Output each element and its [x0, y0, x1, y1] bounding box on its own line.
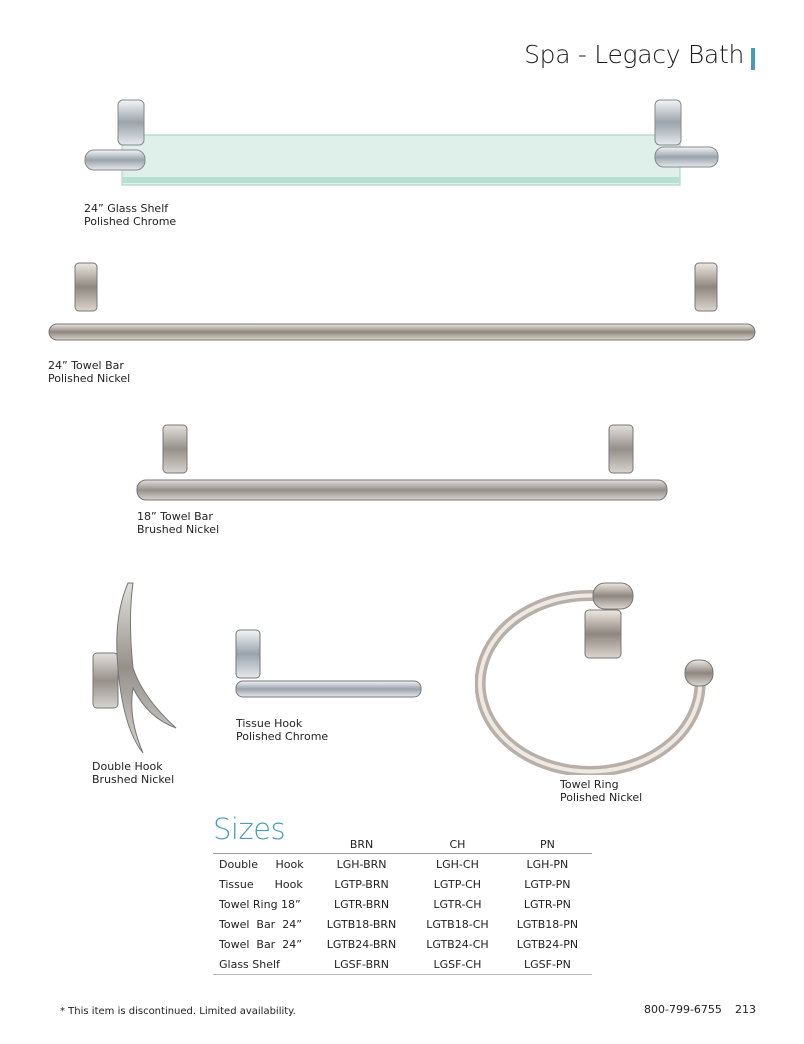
sku-cell: LGH-CH: [436, 857, 479, 871]
product-finish: Polished Nickel: [560, 791, 643, 804]
towel-bar-18-image: [133, 420, 673, 510]
sku-cell: LGTB24-CH: [426, 937, 489, 951]
double-hook-image: [88, 578, 183, 758]
sku-cell: LGTP-CH: [433, 877, 482, 891]
title-accent-bar: [751, 48, 755, 70]
item-name-cell: Towel Ring 18”: [219, 897, 301, 911]
product-name: 24” Glass Shelf: [84, 202, 169, 215]
towel-bar-24-image: [45, 258, 760, 358]
table-row: [213, 914, 592, 934]
product-caption: [560, 778, 642, 804]
sku-cell: LGTB18-CH: [426, 917, 489, 931]
product-finish: Polished Chrome: [84, 215, 177, 228]
sku-cell: LGTB24-PN: [516, 937, 579, 951]
table-row: [213, 854, 592, 875]
product-name: 24” Towel Bar: [48, 359, 124, 372]
column-header: [213, 830, 311, 854]
product-name: Tissue Hook: [236, 717, 303, 730]
column-header: PN: [503, 830, 592, 854]
sku-cell: LGH-PN: [526, 857, 569, 871]
table-row: [213, 894, 592, 914]
item-name-cell: Double Hook: [219, 857, 304, 871]
product-finish: Brushed Nickel: [137, 523, 220, 536]
page-title: Spa - Legacy Bath: [524, 40, 744, 69]
product-name: Double Hook: [92, 760, 163, 773]
product-name: 18” Towel Bar: [137, 510, 213, 523]
product-name: Towel Ring: [560, 778, 619, 791]
glass-shelf-image: [80, 95, 725, 190]
product-caption: [48, 359, 130, 385]
item-name-cell: Glass Shelf: [213, 954, 311, 975]
product-finish: Polished Nickel: [48, 372, 131, 385]
footer-note: * This item is discontinued. Limited availability.: [60, 1006, 296, 1017]
sku-cell: LGTB18-PN: [516, 917, 579, 931]
sku-cell: LGSF-PN: [503, 954, 592, 975]
tissue-hook-image: [230, 625, 425, 710]
sku-cell: LGTR-PN: [523, 897, 571, 911]
sku-cell: LGTP-BRN: [334, 877, 389, 891]
item-name-cell: Tissue Hook: [219, 877, 303, 891]
page-number: 213: [735, 1003, 756, 1016]
item-name-cell: Towel Bar 24”: [219, 937, 302, 951]
sku-cell: LGTR-CH: [433, 897, 482, 911]
item-name-cell: Towel Bar 24”: [219, 917, 302, 931]
sku-cell: LGSF-CH: [412, 954, 503, 975]
sku-cell: LGTB18-BRN: [326, 917, 397, 931]
sku-cell: LGH-BRN: [336, 857, 387, 871]
footer-phone: 800-799-6755: [644, 1003, 722, 1016]
product-finish: Brushed Nickel: [92, 773, 175, 786]
product-caption: [84, 202, 176, 228]
sizes-table: [213, 830, 592, 975]
product-caption: [137, 510, 219, 536]
sku-cell: LGTB24-BRN: [326, 937, 397, 951]
product-caption: [92, 760, 174, 786]
table-row: [213, 934, 592, 954]
column-header: BRN: [311, 830, 412, 854]
table-row: [213, 874, 592, 894]
product-caption: [236, 717, 328, 743]
sku-cell: LGTR-BRN: [333, 897, 390, 911]
sizes-heading: Sizes: [213, 812, 286, 846]
product-finish: Polished Chrome: [236, 730, 329, 743]
table-row: [213, 954, 592, 975]
towel-ring-image: [475, 575, 720, 775]
sku-cell: LGSF-BRN: [311, 954, 412, 975]
column-header: CH: [412, 830, 503, 854]
sku-cell: LGTP-PN: [524, 877, 571, 891]
